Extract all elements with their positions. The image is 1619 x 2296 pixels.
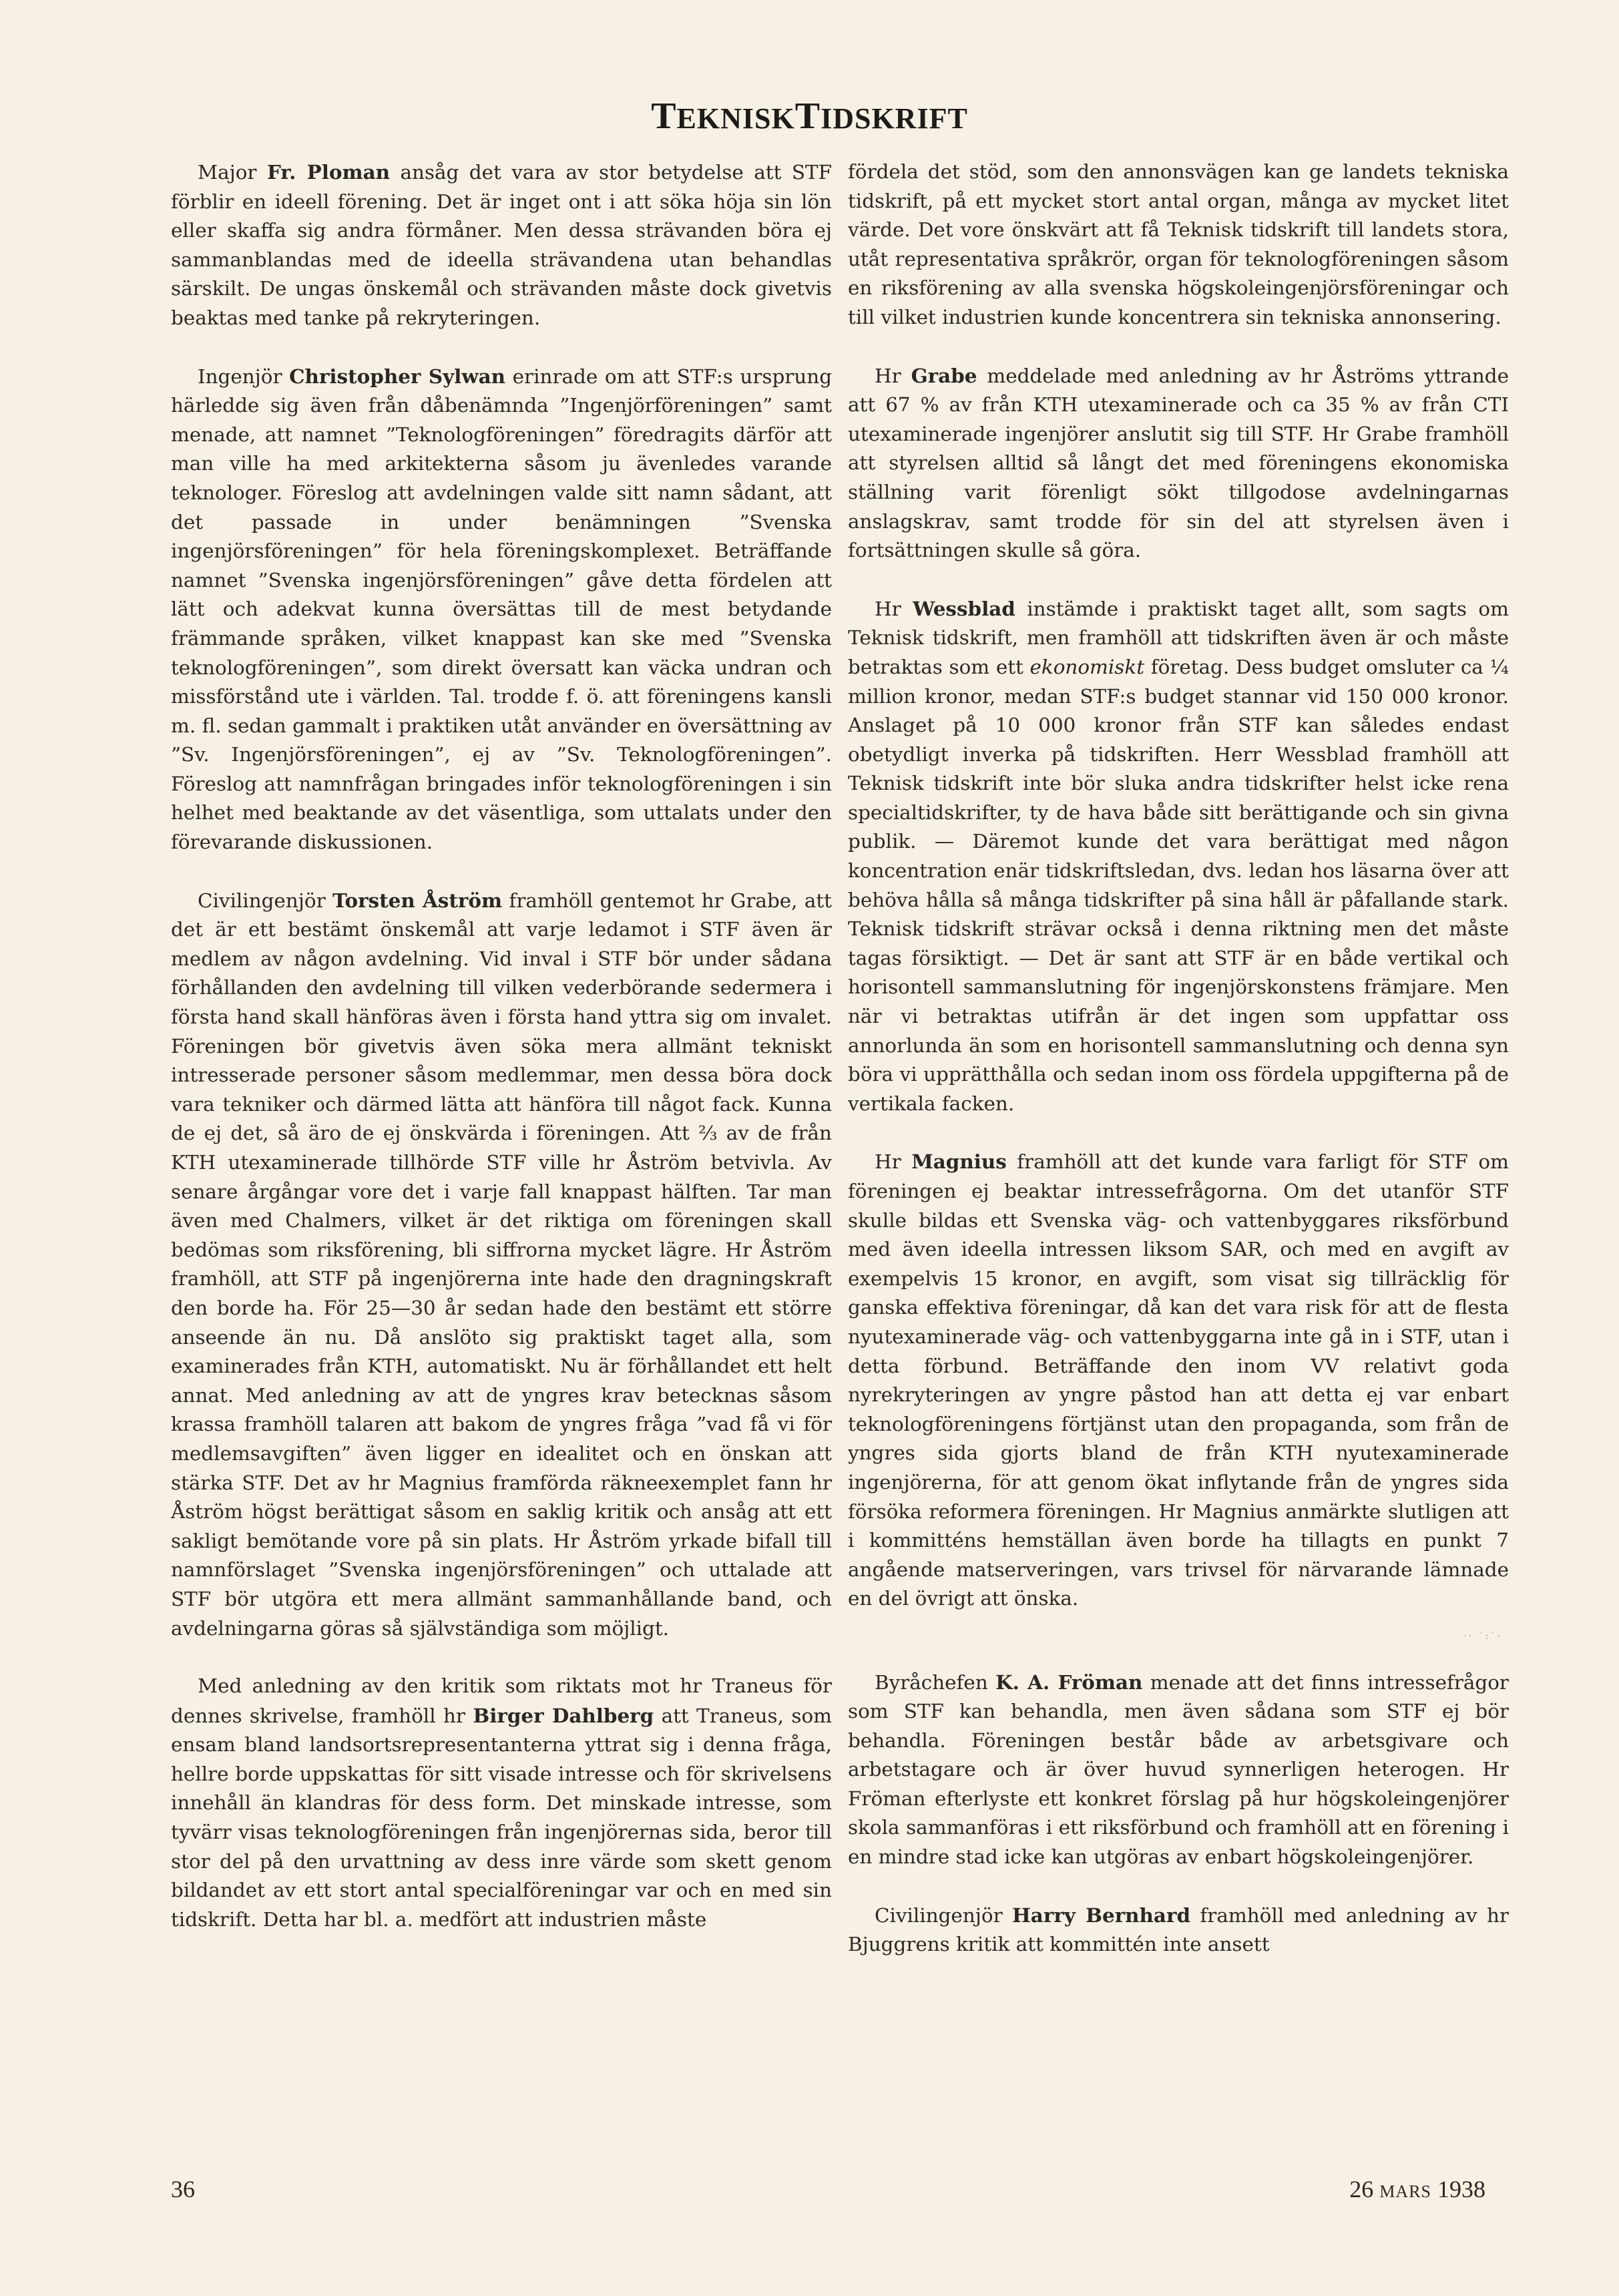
left-column bbox=[171, 158, 832, 1963]
paragraph-sylwan: Ingenjör Christopher Sylwan erinrade om att STF:s ursprung härledde sig även från dåbenämnda ”Ingenjörföreningen” samt menade, att namnet ”Teknologföreningen” föredragits därför att man ville ha med arkitekterna såsom ju ävenledes varande teknologer. Föreslog att avdelningen valde sitt namn sådant, att det passade in under benämningen ”Svenska ingenjörsföreningen” för hela föreningskomplexet. Beträffande namnet ”Svenska ingenjörsföreningen” gåve detta fördelen att lätt och adekvat kunna översättas till de mest betydande främmande språken, vilket knappast kan ske med ”Svenska teknologföreningen”, som direkt översatt kan väcka undran och missförstånd ute i världen. Tal. trodde f. ö. att föreningens kansli m. fl. sedan gammalt i praktiken utåt använder en översättning av ”Sv. Ingenjörsföreningen”, ej av ”Sv. Teknologföreningen”. Föreslog att namnfrågan bringades inför teknologföreningen i sin helhet med beaktande av det väsentliga, som uttalats under den förevarande diskussionen. bbox=[171, 364, 833, 854]
paragraph-bernhard: Civilingenjör Harry Bernhard framhöll med anledning av hr Bjuggrens kritik att kommittén inte ansett bbox=[848, 1903, 1509, 1956]
masthead-initial: T bbox=[651, 95, 677, 137]
speaker-name: Birger Dahlberg bbox=[473, 1703, 654, 1727]
journal-masthead bbox=[0, 95, 1619, 138]
speaker-name: Torsten Åström bbox=[332, 888, 503, 912]
issue-year: 1938 bbox=[1437, 2176, 1485, 2203]
issue-date bbox=[1349, 2175, 1485, 2203]
paragraph-wessblad: Hr Wessblad instämde i praktiskt taget allt, som sagts om Teknisk tidskrift, men framhöll att tidskriften även är och måste betraktas som ett ekonomiskt företag. Dess budget omsluter ca ¼ million kronor, medan STF:s budget stannar vid 150 000 kronor. Anslaget på 10 000 kronor från STF kan således endast obetydligt inverka på tidskriften. Herr Wessblad framhöll att Teknisk tidskrift inte bör sluka andra tidskrifter helst icke rena specialtidskrifter, ty de hava både sitt berättigande och sin givna publik. — Däremot kunde det vara berättigat med någon koncentration enär tidskriftsledan, dvs. ledan hos läsarna över att behöva hålla så många tidskrifter på sina håll är påfallande stark. Teknisk tidskrift strävar också i denna riktning men det måste tagas försiktigt. — Det är sant att STF är en både vertikal och horisontell sammanslutning för ingenjörskonstens främjare. Men när vi betraktas utifrån är det ingen som uppfattar oss annorlunda än som en horisontell sammanslutning och denna syn böra vi upprätthålla och sedan inom oss fördela uppgifterna på de vertikala facken. bbox=[848, 596, 1510, 1115]
masthead-word: IDSKRIFT bbox=[821, 102, 968, 135]
paragraph-dahlberg: Med anledning av den kritik som riktats mot hr Traneus för dennes skrivelse, framhöll hr Birger Dahlberg att Traneus, som ensam bland landsortsrepresentanterna yttrat sig i denna fråga, hellre borde uppskattas för sitt visade intresse och för skrivelsens innehåll än klandras för dess form. Det minskade intresse, som tyvärr visas teknologföreningen från ingenjörernas sida, beror till stor del på den urvattning av dess inre värde som skett genom bildandet av ett stort antal specialföreningar var och en med sin tidskrift. Detta har bl. a. medfört att industrien måste bbox=[171, 1674, 833, 1931]
issue-day: 26 bbox=[1349, 2176, 1374, 2203]
speaker-name: Wessblad bbox=[913, 596, 1015, 620]
paragraph-continued: fördela det stöd, som den annonsvägen kan ge landets tekniska tidskrift, på ett mycket stort antal organ, många av mycket litet värde. Det vore önskvärt att få Teknisk tidskrift till landets stora, utåt representativa språkrör, organ för teknologföreningen såsom en riksförening av alla svenska högskoleingenjörsföreningar och till vilket industrien kunde koncentrera sin tekniska annonsering. bbox=[848, 160, 1509, 328]
speaker-name: Grabe bbox=[911, 363, 977, 387]
paragraph-grabe: Hr Grabe meddelade med anledning av hr Åströms yttrande att 67 % av från KTH utexaminerade och ca 35 % av från CTI utexaminerade ingenjörer anslutit sig till STF. Hr Grabe framhöll att styrelsen alltid så långt det med föreningens ekonomiska ställning varit förenligt sökt tillgodose avdelningarnas anslagskrav, samt trodde för sin del att styrelsen även i fortsättningen skulle så göra. bbox=[848, 363, 1510, 562]
paragraph-ploman: Major Fr. Ploman ansåg det vara av stor betydelse att STF förblir en ideell förening. Det är inget ont i att söka höja sin lön eller skaffa sig andra förmåner. Men dessa strävanden böra ej sammanblandas med de ideella strävandena utan behandlas särskilt. De ungas önskemål och strävanden måste dock givetvis beaktas med tanke på rekryteringen. bbox=[171, 160, 832, 329]
paragraph-froman: Byråchefen K. A. Fröman menade att det finns intressefrågor som STF kan behandla, men även sådana som STF ej bör behandla. Föreningen består både av arbetsgivare och arbetstagare och är över huvud synnerligen heterogen. Hr Fröman efterlyste ett konkret förslag på hur högskoleingenjörer skola sammanföras i ett riksförbund och framhöll att en förening i en mindre stad icke kan utgöras av enbart högskoleingenjörer. bbox=[848, 1670, 1509, 1869]
page-number: 36 bbox=[171, 2176, 195, 2203]
masthead-initial: T bbox=[794, 95, 821, 137]
speaker-name: Fr. Ploman bbox=[266, 160, 391, 184]
speaker-name: Harry Bernhard bbox=[1012, 1903, 1190, 1927]
speaker-name: Christopher Sylwan bbox=[289, 364, 506, 388]
emphasized-word: ekonomiskt bbox=[1029, 655, 1145, 678]
print-smudge: ·· ˙:˙· bbox=[1463, 1630, 1502, 1642]
masthead-word: EKNISK bbox=[676, 102, 795, 135]
paragraph-astrom: Civilingenjör Torsten Åström framhöll gentemot hr Grabe, att det är ett bestämt önskemål att varje ledamot i STF även är medlem av någon avdelning. Vid inval i STF bör under sådana förhållanden den avdelning till vilken vederbörande sedermera i första hand skall hänföras även i första hand yttra sig om invalet. Föreningen bör givetvis även söka mera allmänt tekniskt intresserade personer såsom medlemmar, men dessa böra dock vara tekniker och därmed lätta att hänföra till något fack. Kunna de ej det, så äro de ej önskvärda i föreningen. Att ⅔ av de från KTH utexaminerade tillhörde STF ville hr Åström betvivla. Av senare årgångar vore det i varje fall knappast hälften. Tar man även med Chalmers, vilket är det riktiga om föreningen skall bedömas som riksförening, bli siffrorna mycket lägre. Hr Åström framhöll, att STF på ingenjörerna inte hade den dragningskraft den borde ha. För 25—30 år sedan hade den bestämt ett större anseende än nu. Då anslöto sig praktiskt taget alla, som examinerades från KTH, automatiskt. Nu är förhållandet ett helt annat. Med anledning av att de yngres krav betecknas såsom krassa framhöll talaren att bakom de yngres fråga ”vad få vi för medlemsavgiften” även ligger en idealitet och en önskan att stärka STF. Det av hr Magnius framförda räkneexemplet fann hr Åström högst berättigat såsom en saklig kritik och ansåg att ett sakligt bemötande vore på sin plats. Hr Åström yrkade bifall till namnförslaget ”Svenska ingenjörsföreningen” och uttalade att STF bör utgöra ett mera allmänt sammanhållande band, och avdelningarna göras så självständiga som möjligt. bbox=[171, 888, 832, 1640]
right-column bbox=[848, 158, 1509, 1988]
paragraph-magnius: Hr Magnius framhöll att det kunde vara farligt för STF om föreningen ej beaktar intressefrågorna. Om det utanför STF skulle bildas ett Svenska väg- och vattenbyggares riksförbund med även ideella intressen liksom SAR, och med en avgift av exempelvis 15 kronor, en avgift, som visat sig tillräcklig för ganska effektiva föreningar, då kan det vara risk för att de flesta nyutexaminerade väg- och vattenbyggarna inte gå in i STF, utan i detta förbund. Beträffande den inom VV relativt goda nyrekryteringen av yngre påstod han att detta ej var enbart teknologföreningens förtjänst utan den propaganda, som från de yngres sida gjorts bland de från KTH nyutexaminerade ingenjörerna, för att genom ökat inflytande från de yngres sida försöka reformera föreningen. Hr Magnius anmärkte slutligen att i kommitténs hemställan även borde ha tillagts en punkt 7 angående matserveringen, vars trivsel för närvarande lämnade en del övrigt att önska. bbox=[848, 1150, 1509, 1610]
issue-month: MARS bbox=[1379, 2182, 1431, 2201]
speaker-name: K. A. Fröman bbox=[995, 1670, 1143, 1694]
speaker-name: Magnius bbox=[911, 1150, 1007, 1174]
